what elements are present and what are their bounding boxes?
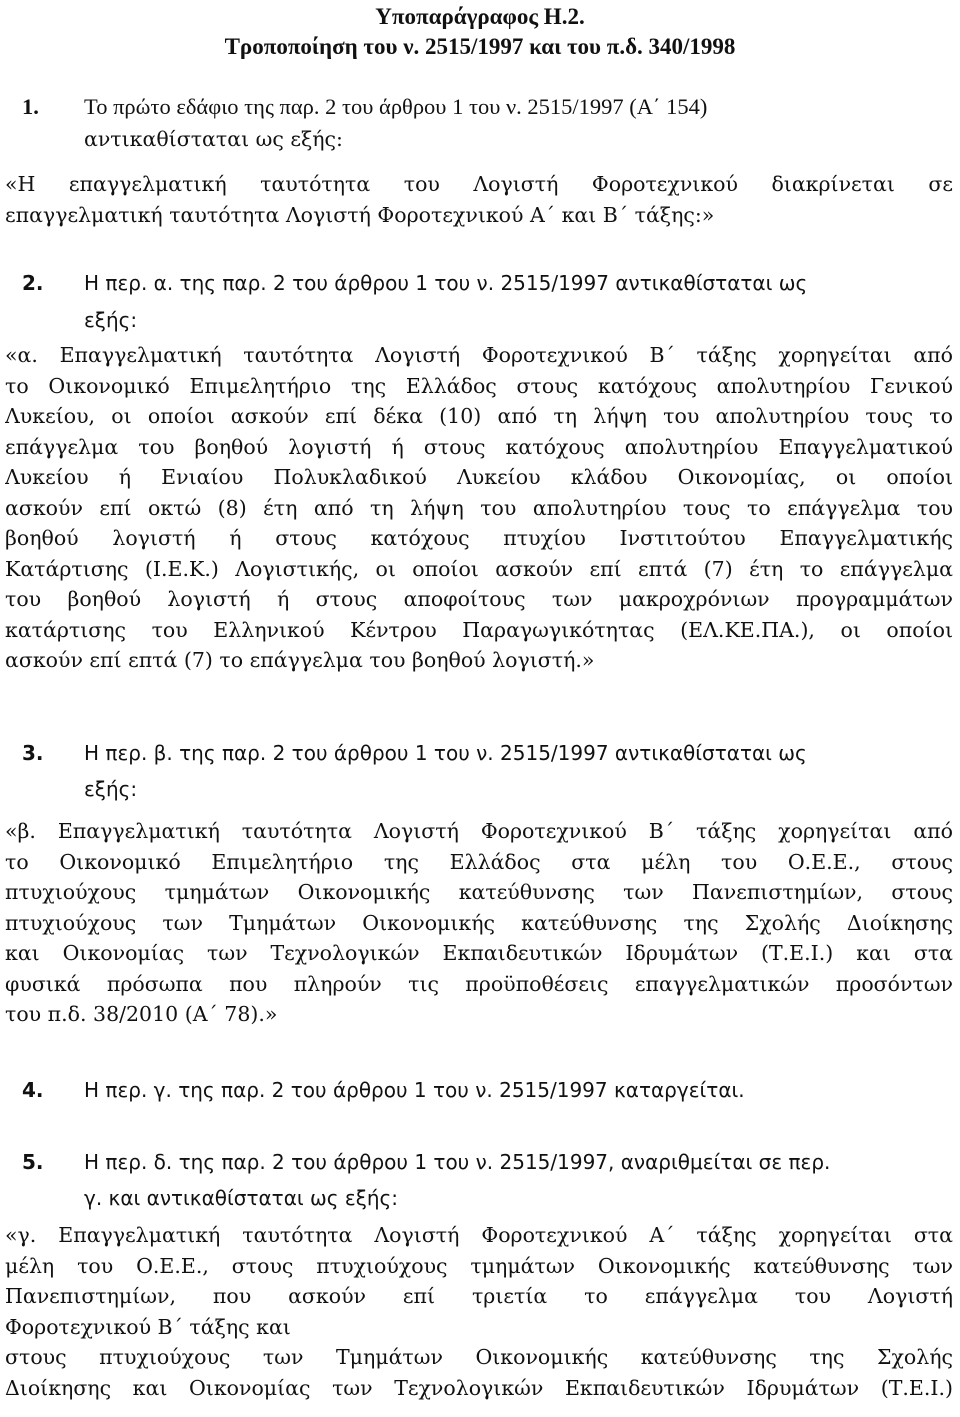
item-1-text: Το πρώτο εδάφιο της παρ. 2 του άρθρου 1 του ν. 2515/1997 (Α΄ 154): [84, 94, 708, 119]
quote-line: «β. Επαγγελματική ταυτότητα Λογιστή Φοροτεχνικού Β΄ τάξης χορηγείται από: [5, 819, 953, 843]
quote-line: «Η επαγγελματική ταυτότητα του Λογιστή Φοροτεχνικού διακρίνεται σε: [5, 172, 953, 196]
item-2-continuation: εξής:: [84, 308, 138, 332]
quote-line: Λυκείου ή Ενιαίου Πολυκλαδικού Λυκείου κλάδου Οικονομίας, οι οποίοι: [5, 465, 953, 489]
quote-line: του βοηθού λογιστή ή στους αποφοίτους των μακροχρόνιων προγραμμάτων: [5, 587, 953, 611]
quote-line: «α. Επαγγελματική ταυτότητα Λογιστή Φοροτεχνικού Β΄ τάξης χορηγείται από: [5, 343, 953, 367]
item-5-text: Η περ. δ. της παρ. 2 του άρθρου 1 του ν. 2515/1997, αναριθμείται σε περ.: [84, 1150, 831, 1174]
item-2-text: Η περ. α. της παρ. 2 του άρθρου 1 του ν. 2515/1997 αντικαθίσταται ως: [84, 271, 808, 295]
subparagraph-title: Υποπαράγραφος Η.2.: [375, 4, 585, 29]
item-2-number: 2.: [22, 271, 44, 295]
quote-line: μέλη του Ο.Ε.Ε., στους πτυχιούχους τμημάτων Οικονομικής κατεύθυνσης των: [5, 1253, 953, 1278]
quote-line: Φοροτεχνικού Β΄ τάξης και: [5, 1314, 291, 1339]
quote-line: το Οικονομικό Επιμελητήριο της Ελλάδος στα μέλη του Ο.Ε.Ε., στους: [5, 849, 953, 874]
item-1-continuation: αντικαθίσταται ως εξής:: [84, 127, 343, 151]
item-5-continuation: γ. και αντικαθίσταται ως εξής:: [84, 1186, 398, 1210]
quote-line: ασκούν επί επτά (7) το επάγγελμα του βοηθού λογιστή.»: [5, 648, 595, 672]
quote-line: Πανεπιστημίων, που ασκούν επί τριετία το επάγγελμα του Λογιστή: [5, 1284, 953, 1308]
quote-line: το Οικονομικό Επιμελητήριο της Ελλάδος στους κατόχους απολυτηρίου Γενικού: [5, 373, 953, 398]
quote-line: του π.δ. 38/2010 (Α΄ 78).»: [5, 1002, 278, 1026]
quote-line: φυσικά πρόσωπα που πληρούν τις προϋποθέσεις επαγγελματικών προσόντων: [5, 971, 953, 996]
item-1-quote: [5, 169, 953, 230]
item-4-number: 4.: [22, 1078, 44, 1102]
quote-line: πτυχιούχους των Τμημάτων Οικονομικής κατεύθυνσης της Σχολής Διοίκησης: [5, 910, 953, 935]
item-5-number: 5.: [22, 1150, 44, 1174]
item-1: [22, 92, 956, 122]
quote-line: βοηθού λογιστή ή στους κατόχους πτυχίου Ινστιτούτου Επαγγελματικής: [5, 526, 953, 550]
item-2-quote: [5, 340, 953, 676]
item-4-text: Η περ. γ. της παρ. 2 του άρθρου 1 του ν. 2515/1997 καταργείται.: [84, 1078, 745, 1102]
quote-line: ασκούν επί οκτώ (8) έτη από τη λήψη του απολυτηρίου τους το επάγγελμα του: [5, 495, 953, 520]
item-3-quote: [5, 816, 953, 1030]
quote-line: Κατάρτισης (Ι.Ε.Κ.) Λογιστικής, οι οποίοι ασκούν επί επτά (7) έτη το επάγγελμα: [5, 556, 953, 581]
item-3-continuation: εξής:: [84, 777, 138, 801]
item-2: [22, 268, 956, 298]
item-1-number: 1.: [22, 94, 39, 119]
quote-line: επάγγελμα του βοηθού λογιστή ή στους κατόχους απολυτηρίου Επαγγελματικού: [5, 434, 953, 459]
item-5: [22, 1147, 956, 1177]
quote-line: Διοίκησης και Οικονομίας των Τεχνολογικών Εκπαιδευτικών Ιδρυμάτων (Τ.Ε.Ι.): [5, 1375, 953, 1400]
item-3-text: Η περ. β. της παρ. 2 του άρθρου 1 του ν. 2515/1997 αντικαθίσταται ως: [84, 741, 807, 765]
quote-line: στους πτυχιούχους των Τμημάτων Οικονομικής κατεύθυνσης της Σχολής: [5, 1345, 953, 1369]
item-3-number: 3.: [22, 741, 44, 765]
quote-line: και Οικονομίας των Τεχνολογικών Εκπαιδευτικών Ιδρυμάτων (Τ.Ε.Ι.) και στα: [5, 941, 953, 965]
quote-line: «γ. Επαγγελματική ταυτότητα Λογιστή Φοροτεχνικού Α΄ τάξης χορηγείται στα: [5, 1223, 953, 1247]
item-3: [22, 738, 956, 768]
quote-line: επαγγελματική ταυτότητα Λογιστή Φοροτεχνικού Α΄ και Β΄ τάξης:»: [5, 202, 715, 227]
quote-line: πτυχιούχους τμημάτων Οικονομικής κατεύθυνσης των Πανεπιστημίων, στους: [5, 880, 953, 904]
amendment-title: Τροποποίηση του ν. 2515/1997 και του π.δ. 340/1998: [224, 34, 736, 59]
quote-line: Λυκείου, οι οποίοι ασκούν επί δέκα (10) από τη λήψη του απολυτηρίου τους το: [5, 404, 953, 428]
quote-line: κατάρτισης του Ελληνικού Κέντρου Παραγωγικότητας (ΕΛ.ΚΕ.ΠΑ.), οι οποίοι: [5, 617, 953, 642]
item-5-quote: [5, 1220, 953, 1403]
item-4: [22, 1075, 956, 1105]
